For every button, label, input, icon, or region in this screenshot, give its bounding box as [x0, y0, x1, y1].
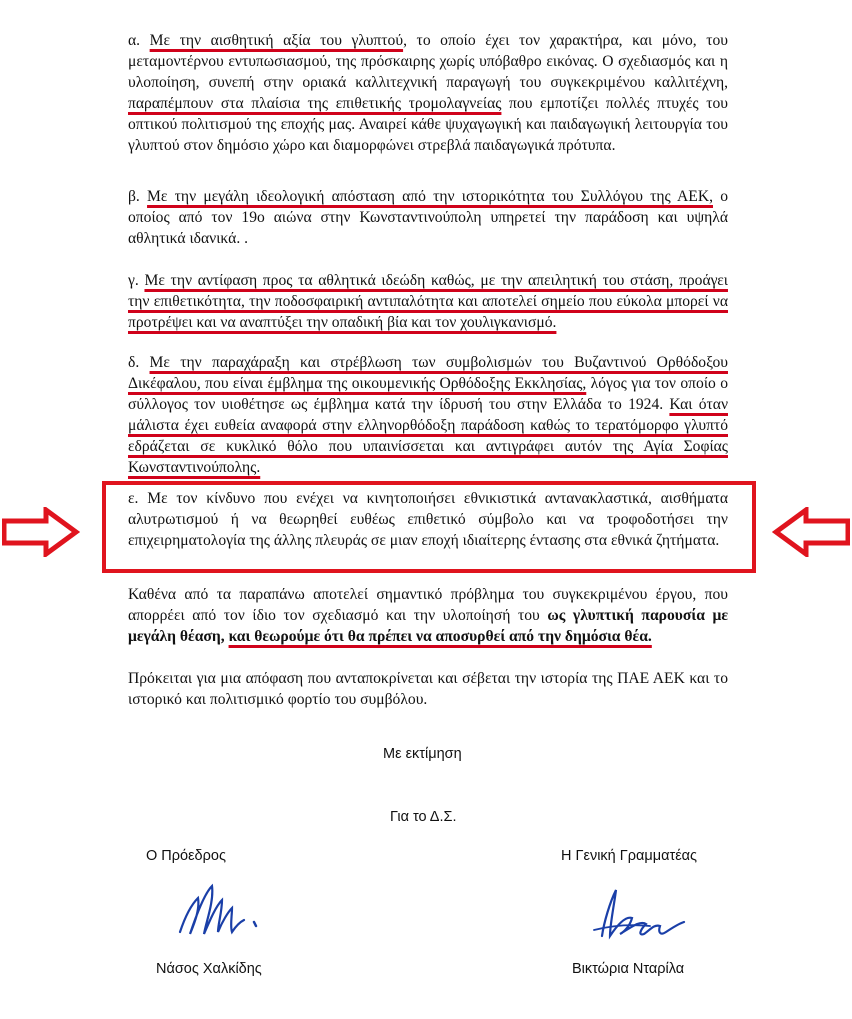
text-segment: α. — [128, 32, 150, 49]
text-segment: δ. — [128, 354, 150, 371]
conclusion-paragraph — [128, 584, 728, 647]
president-name: Νάσος Χαλκίδης — [156, 961, 262, 977]
text-segment: ως γλυπτική παρουσία με μεγάλη θέαση, — [128, 607, 728, 645]
text-segment: παραπέμπουν στα πλαίσια της επιθετικής τρομολαγνείας — [128, 95, 502, 112]
text-segment: , το οποίο έχει τον χαρακτήρα, και μόνο, του μεταμοντέρνου εντυπωσιασμού, της πρόσκαιρης χωρίς υπόβαθρο εικόνας. Ο σχεδιασμός και η υλοποίηση, συνεπή στην οριακά καλλιτεχνική παραγωγή του συγκεκριμένου καλλιτέχνη, — [128, 32, 728, 91]
regards-text: Με εκτίμηση — [383, 746, 462, 762]
paragraph-d — [128, 352, 728, 478]
paragraph-c — [128, 270, 728, 333]
text-segment: β. — [128, 188, 148, 205]
text-segment: γ. — [128, 272, 145, 289]
president-signature — [170, 876, 280, 946]
text-segment: Και όταν μάλιστα έχει ευθεία αναφορά στην ελληνορθόδοξη παράδοση καθώς το τερατόμορφο γλυπτό εδράζεται σε κυκλικό θόλο που υπαινίσσεται και αντιγράφει αυτόν της Αγία Σοφίας Κωνσταντινούπολης. — [128, 396, 728, 476]
text-segment: ο οποίος από τον 19ο αιώνα στην Κωνσταντινούπολη υπηρετεί την παράδοση και υψηλά αθλητικά ιδανικά. . — [128, 188, 728, 247]
secretary-signature — [580, 880, 690, 950]
paragraph-b — [128, 186, 728, 249]
text-segment: που εμποτίζει πολλές πτυχές του οπτικού πολιτισμού της εποχής μας. Αναιρεί κάθε ψυχαγωγική και παιδαγωγική λειτουργία του γλυπτού στον δημόσιο χώρο και διαμορφώνει στρεβλά παιδαγωγικά πρότυπα. — [128, 95, 728, 154]
text-segment: Με την μεγάλη ιδεολογική απόσταση από την ιστορικότητα του Συλλόγου της ΑΕΚ, — [147, 188, 713, 205]
closing-paragraph: Πρόκειται για μια απόφαση που ανταποκρίνεται και σέβεται την ιστορία της ΠΑΕ ΑΕΚ και το ιστορικό και πολιτισμικό φορτίο του συμβόλου. — [128, 670, 728, 708]
paragraph-e: ε. Με τον κίνδυνο που ενέχει να κινητοποιήσει εθνικιστικά αντανακλαστικά, αισθήματα αλυτρωτισμού ή να θεωρηθεί ευθέως επιθετικό σύμβολο και να τροφοδοτήσει την επιχειρηματολογία της άλλης πλευράς σε μιαν εποχή ιδιαίτερης έντασης στα εθνικά ζητήματα. — [128, 490, 728, 549]
text-segment: Καθένα από τα παραπάνω αποτελεί σημαντικό πρόβλημα του συγκεκριμένου έργου, που απορρέει από τον ίδιο τον σχεδιασμό και την υλοποίησή του — [128, 586, 728, 624]
text-segment: Με την αισθητική αξία του γλυπτού — [149, 32, 404, 49]
right-arrow-icon — [772, 507, 850, 557]
paragraph-a — [128, 30, 728, 156]
president-title: Ο Πρόεδρος — [146, 848, 226, 864]
text-segment: λόγος για τον οποίο ο σύλλογος τον υιοθέτησε ως έμβλημα κατά την ίδρυσή του στην Ελλάδα το 1924. — [128, 375, 728, 413]
text-segment: και θεωρούμε ότι θα πρέπει να αποσυρθεί από την δημόσια θέα. — [228, 628, 652, 645]
secretary-title: Η Γενική Γραμματέας — [561, 848, 698, 864]
text-segment: Με την αντίφαση προς τα αθλητικά ιδεώδη καθώς, με την απειλητική του στάση, προάγει την επιθετικότητα, την ποδοσφαιρική αντιπαλότητα και αποτελεί σημείο που εύκολα μπορεί να προτρέψει και να αναπτύξει την οπαδική βία και τον χουλιγκανισμό. — [128, 272, 728, 331]
board-text: Για το Δ.Σ. — [390, 809, 457, 825]
secretary-name: Βικτώρια Νταρίλα — [572, 961, 685, 977]
text-segment: Με την παραχάραξη και στρέβλωση των συμβολισμών του Βυζαντινού Ορθόδοξου Δικέφαλου, που είναι έμβλημα της οικουμενικής Ορθόδοξης Εκκλησίας, — [128, 354, 728, 392]
left-arrow-icon — [2, 507, 80, 557]
